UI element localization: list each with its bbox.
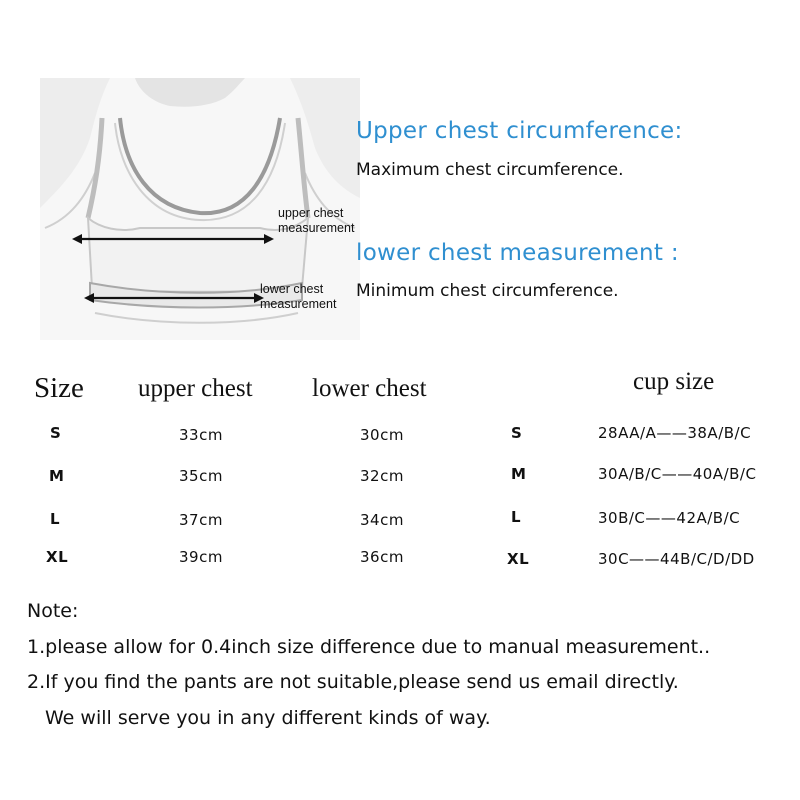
upper-label-line2: measurement: [278, 221, 355, 235]
upper-definition-title: Upper chest circumference:: [356, 118, 683, 144]
lower-label-line2: measurement: [260, 297, 337, 311]
row-m-cup-range: 30A/B/C——40A/B/C: [598, 465, 757, 483]
header-cup-size: cup size: [633, 368, 715, 395]
lower-label-line1: lower chest: [260, 282, 324, 296]
row-l-cup-range: 30B/C——42A/B/C: [598, 509, 741, 527]
lower-chest-label: [260, 282, 336, 312]
row-s-size: S: [50, 424, 62, 442]
row-m-lower: 32cm: [360, 467, 404, 485]
row-l-size: L: [50, 510, 61, 528]
row-xl-size: XL: [46, 548, 69, 566]
row-l-upper: 37cm: [179, 511, 223, 529]
row-xl-lower: 36cm: [360, 548, 404, 566]
row-m-upper: 35cm: [179, 467, 223, 485]
row-xl-upper: 39cm: [179, 548, 223, 566]
upper-chest-label: [278, 206, 354, 236]
note-line-3: We will serve you in any different kinds of way.: [45, 707, 491, 729]
note-title: Note:: [27, 600, 79, 622]
row-xl-cup-size: XL: [507, 550, 530, 568]
row-l-cup-size: L: [511, 508, 522, 526]
upper-definition-desc: Maximum chest circumference.: [356, 160, 624, 180]
upper-label-line1: upper chest: [278, 206, 344, 220]
row-l-lower: 34cm: [360, 511, 404, 529]
header-size: Size: [34, 372, 84, 404]
row-s-upper: 33cm: [179, 426, 223, 444]
row-m-cup-size: M: [511, 465, 527, 483]
row-s-lower: 30cm: [360, 426, 404, 444]
row-s-cup-size: S: [511, 424, 523, 442]
lower-definition-desc: Minimum chest circumference.: [356, 281, 619, 301]
header-lower-chest: lower chest: [312, 375, 427, 402]
lower-definition-title: lower chest measurement :: [356, 240, 679, 266]
header-upper-chest: upper chest: [138, 375, 253, 402]
row-s-cup-range: 28AA/A——38A/B/C: [598, 424, 752, 442]
note-line-1: 1.please allow for 0.4inch size difference due to manual measurement..: [27, 636, 711, 658]
row-xl-cup-range: 30C——44B/C/D/DD: [598, 550, 755, 568]
note-line-2: 2.If you find the pants are not suitable,please send us email directly.: [27, 671, 679, 693]
row-m-size: M: [49, 467, 65, 485]
